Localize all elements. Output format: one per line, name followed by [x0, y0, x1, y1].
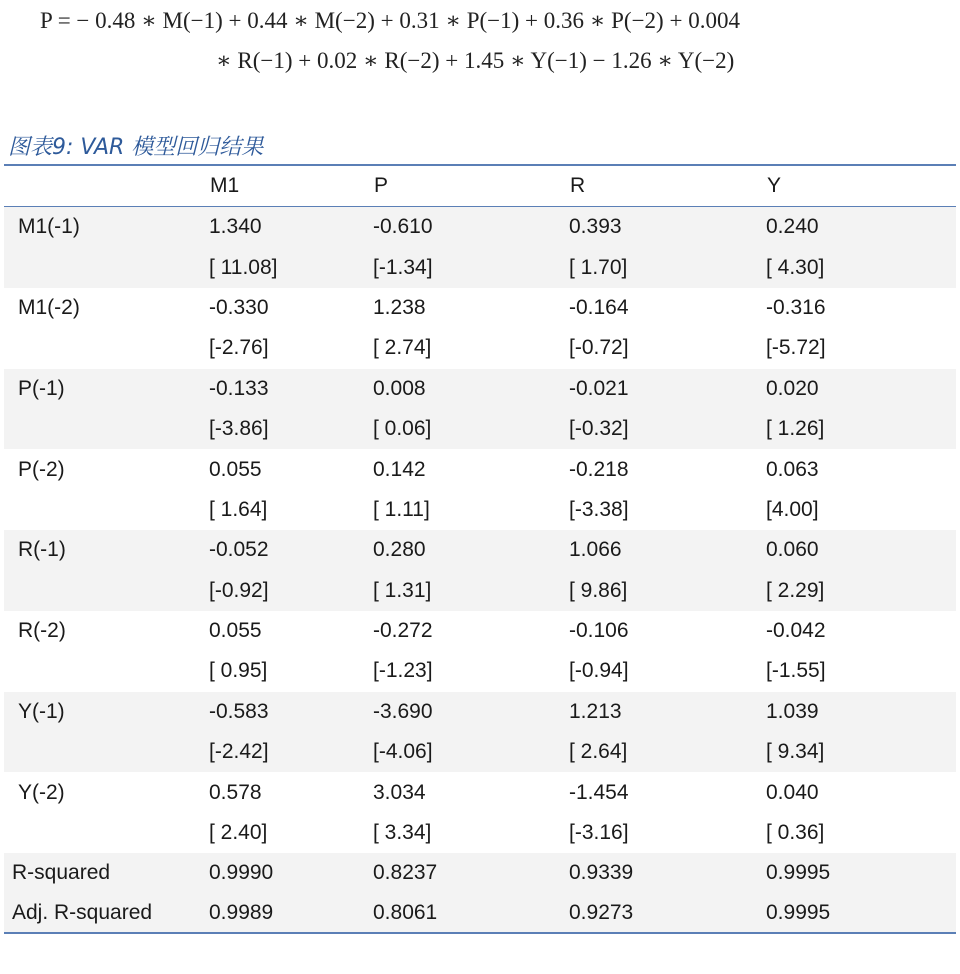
table-cell: [ 11.08] — [209, 255, 278, 279]
table-cell: [ 0.06] — [373, 417, 432, 441]
table-cell: [ 2.29] — [766, 578, 825, 602]
table-row — [4, 247, 956, 287]
table-cell: 0.240 — [766, 215, 819, 239]
table-row — [4, 732, 956, 772]
row-label — [4, 571, 209, 611]
table-cell: [ 3.34] — [373, 821, 432, 845]
table-row — [4, 369, 956, 409]
table-row — [4, 328, 956, 368]
table-cell: [4.00] — [766, 497, 819, 521]
table-cell: -0.042 — [766, 619, 826, 643]
table-cell: -0.218 — [569, 457, 629, 481]
table-cell: -0.106 — [569, 619, 629, 643]
table-row — [4, 571, 956, 611]
table-cell: 0.9995 — [766, 894, 956, 933]
table-header-row — [4, 166, 956, 207]
table-row — [4, 490, 956, 530]
table-cell: [-1.55] — [766, 659, 826, 683]
table-row — [4, 288, 956, 328]
table-cell: [ 1.26] — [766, 417, 825, 441]
table-cell: [-3.38] — [569, 497, 629, 521]
table-cell: -0.316 — [766, 295, 826, 319]
row-label: M1(-2) — [18, 295, 80, 319]
table-cell: [-0.32] — [569, 417, 629, 441]
formula-line-2: ∗ R(−1) + 0.02 ∗ R(−2) + 1.45 ∗ Y(−1) − 1.26 ∗ Y(−2) — [216, 48, 735, 73]
table-cell: 0.142 — [373, 457, 426, 481]
table-cell: [-1.34] — [373, 255, 433, 279]
table-cell: 0.578 — [209, 780, 262, 804]
table-cell: [-0.94] — [569, 659, 629, 683]
row-label: P(-2) — [18, 457, 65, 481]
table-cell: 0.9990 — [209, 861, 274, 885]
column-header: Y — [766, 166, 956, 207]
formula-line-1: P = − 0.48 ∗ M(−1) + 0.44 ∗ M(−2) + 0.31 ∗ P(−1) + 0.36 ∗ P(−2) + 0.004 — [40, 8, 740, 33]
table-row — [4, 207, 956, 248]
table-cell: [ 1.64] — [209, 497, 268, 521]
table-cell: 3.034 — [373, 780, 426, 804]
table-cell: [ 0.95] — [209, 659, 268, 683]
column-header: R — [569, 166, 766, 207]
table-cell: [ 1.11] — [373, 497, 430, 521]
table-cell: 0.9989 — [209, 894, 373, 933]
table-cell: 0.393 — [569, 215, 622, 239]
row-label: P(-1) — [18, 376, 65, 400]
table-cell: 0.9995 — [766, 861, 831, 885]
table-cell: -0.583 — [209, 699, 269, 723]
table-cell: [ 2.40] — [209, 821, 268, 845]
table-cell: -0.164 — [569, 295, 629, 319]
row-label: M1(-1) — [18, 215, 80, 239]
row-label: Y(-1) — [18, 699, 65, 723]
table-cell: 0.008 — [373, 376, 426, 400]
table-cell: 1.238 — [373, 295, 426, 319]
row-label — [4, 651, 209, 691]
table-cell: [ 2.64] — [569, 740, 628, 764]
table-row — [4, 813, 956, 853]
table-row — [4, 530, 956, 570]
table-cell: 1.066 — [569, 538, 622, 562]
row-label: R(-1) — [18, 538, 66, 562]
row-label: Adj. R-squared — [4, 894, 209, 933]
table-cell: -0.272 — [373, 619, 433, 643]
table-cell: 0.060 — [766, 538, 819, 562]
table-cell: [ 0.36] — [766, 821, 825, 845]
table-cell: [-3.16] — [569, 821, 629, 845]
table-cell: [-2.42] — [209, 740, 269, 764]
table-cell: -3.690 — [373, 699, 433, 723]
table-cell: 0.9339 — [569, 861, 634, 885]
table-row — [4, 772, 956, 812]
table-cell: -1.454 — [569, 780, 629, 804]
table-cell: [-0.72] — [569, 336, 629, 360]
figure-caption: 图表9: VAR 模型回归结果 — [8, 135, 264, 160]
table-cell: 0.280 — [373, 538, 426, 562]
table-row — [4, 449, 956, 489]
table-cell: [-1.23] — [373, 659, 433, 683]
table-cell: -0.610 — [373, 215, 433, 239]
table-cell: 0.8061 — [373, 894, 569, 933]
table-cell: 1.039 — [766, 699, 819, 723]
table-cell: 1.340 — [209, 215, 262, 239]
table-cell: 0.020 — [766, 376, 819, 400]
table-cell: 0.063 — [766, 457, 819, 481]
table-cell: [ 1.31] — [373, 578, 432, 602]
table-cell: 0.9273 — [569, 894, 766, 933]
var-regression-table — [4, 166, 956, 934]
table-cell: 1.213 — [569, 699, 622, 723]
table-cell: 0.055 — [209, 457, 262, 481]
row-label — [4, 732, 209, 772]
table-cell: [ 1.70] — [569, 255, 628, 279]
table-cell: -0.052 — [209, 538, 269, 562]
column-header: P — [373, 166, 569, 207]
table-row — [4, 894, 956, 933]
table-cell: 0.040 — [766, 780, 819, 804]
column-header — [4, 166, 209, 207]
row-label — [4, 490, 209, 530]
row-label: R(-2) — [18, 619, 66, 643]
table-cell: [ 2.74] — [373, 336, 432, 360]
table-row — [4, 692, 956, 732]
table-cell: -0.133 — [209, 376, 269, 400]
table-cell: [-2.76] — [209, 336, 269, 360]
table-cell: [ 9.34] — [766, 740, 825, 764]
table-cell: [-5.72] — [766, 336, 826, 360]
table-row — [4, 409, 956, 449]
row-label: R-squared — [12, 861, 111, 885]
row-label: Y(-2) — [18, 780, 65, 804]
row-label — [4, 328, 209, 368]
table-cell: -0.021 — [569, 376, 629, 400]
table-row — [4, 853, 956, 893]
row-label — [4, 409, 209, 449]
table-cell: [-3.86] — [209, 417, 269, 441]
row-label — [4, 813, 209, 853]
table-cell: [-4.06] — [373, 740, 433, 764]
table-cell: 0.055 — [209, 619, 262, 643]
row-label — [4, 247, 209, 287]
table-cell: [ 4.30] — [766, 255, 825, 279]
table-row — [4, 611, 956, 651]
table-cell: 0.8237 — [373, 861, 438, 885]
column-header: M1 — [209, 166, 373, 207]
table-cell: [-0.92] — [209, 578, 269, 602]
table-cell: -0.330 — [209, 295, 269, 319]
table-row — [4, 651, 956, 691]
table-cell: [ 9.86] — [569, 578, 628, 602]
